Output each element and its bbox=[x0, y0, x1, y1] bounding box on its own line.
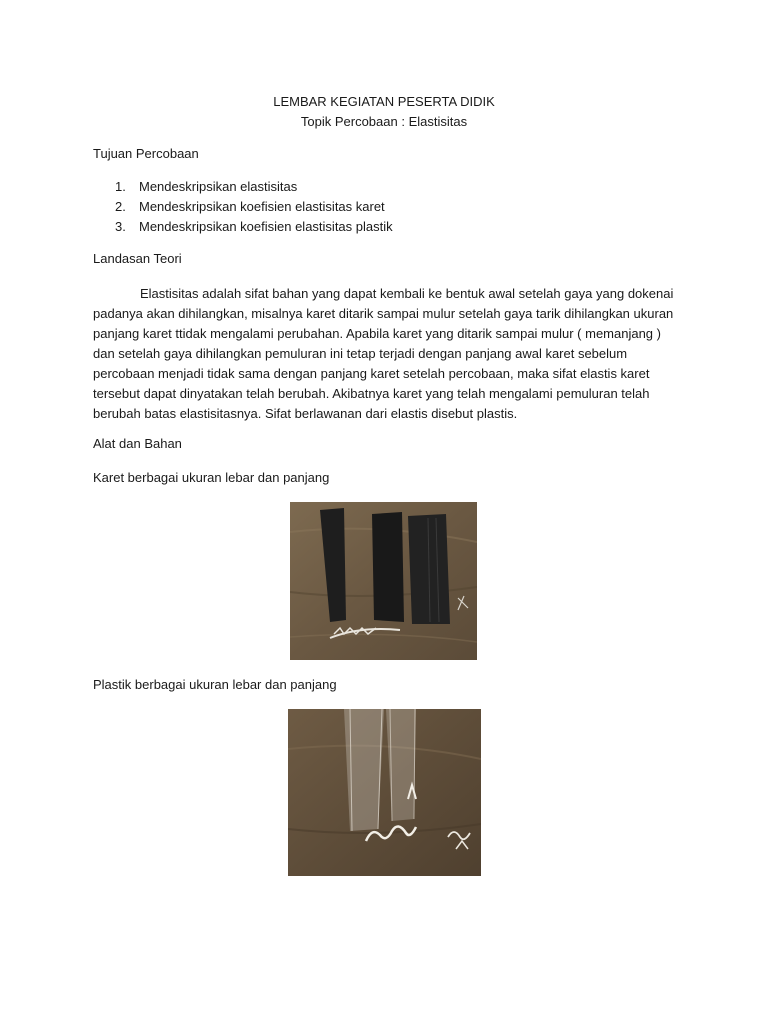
paragraph-line: berubah batas elastisitasnya. Sifat berlawanan dari elastis disebut plastis. bbox=[93, 406, 518, 421]
rubber-photo bbox=[290, 502, 477, 660]
paragraph-line: padanya akan dihilangkan, misalnya karet ditarik sampai mulur setelah gaya tarik dihilangkan ukuran bbox=[93, 306, 674, 321]
tujuan-heading: Tujuan Percobaan bbox=[93, 146, 199, 161]
landasan-paragraph bbox=[93, 284, 677, 424]
karet-caption: Karet berbagai ukuran lebar dan panjang bbox=[93, 470, 330, 485]
tujuan-list bbox=[115, 179, 393, 239]
list-item: 3. Mendeskripsikan koefisien elastisitas plastik bbox=[115, 219, 393, 234]
plastic-photo bbox=[288, 709, 481, 876]
document-subtitle: Topik Percobaan : Elastisitas bbox=[300, 114, 468, 129]
list-item: 1. Mendeskripsikan elastisitas bbox=[115, 179, 298, 194]
paragraph-line: dan setelah gaya dihilangkan pemuluran ini tetap terjadi dengan panjang awal karet sebelum bbox=[93, 346, 628, 361]
plastik-caption: Plastik berbagai ukuran lebar dan panjang bbox=[93, 677, 337, 692]
paragraph-line: panjang karet ttidak mengalami perubahan. Apabila karet yang ditarik sampai mulur ( memanjang ) bbox=[93, 326, 661, 341]
paragraph-line: percobaan menjadi tidak sama dengan panjang karet setelah percobaan, maka sifat elastis karet bbox=[93, 366, 650, 381]
paragraph-line: tersebut dapat dinyatakan telah berubah. Akibatnya karet yang telah mengalami pemuluran telah bbox=[93, 386, 650, 401]
paragraph-line: Elastisitas adalah sifat bahan yang dapat kembali ke bentuk awal setelah gaya yang dokenai bbox=[140, 286, 674, 301]
alat-heading: Alat dan Bahan bbox=[93, 436, 182, 451]
list-item: 2. Mendeskripsikan koefisien elastisitas karet bbox=[115, 199, 385, 214]
document-title: LEMBAR KEGIATAN PESERTA DIDIK bbox=[273, 94, 495, 109]
landasan-heading: Landasan Teori bbox=[93, 251, 182, 266]
